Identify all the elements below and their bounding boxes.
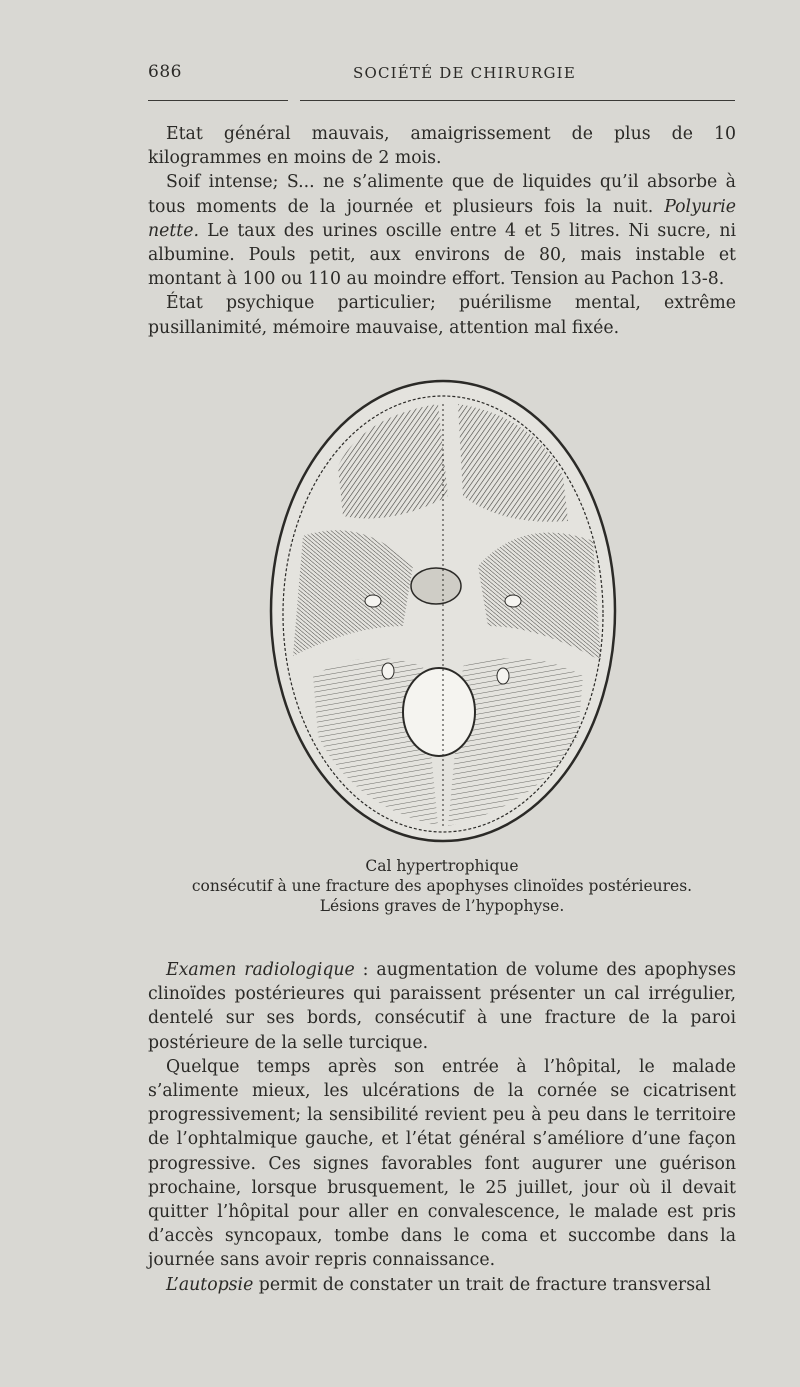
paragraph-thirst-part2: Le taux des urines oscille entre 4 et 5 litres. Ni sucre, ni albumine. Pouls petit, aux environs de 80, mais instable et montant à 100 ou 110 au moindre effort. Tension au Pachon 13-8. [148, 220, 736, 290]
paragraph-thirst [148, 170, 736, 291]
autopsy-heading: L’autopsie [166, 1274, 254, 1295]
paragraph-psychic-state: État psychique particulier; puérilisme mental, extrême pusillanimité, mémoire mauvaise, attention mal fixée. [148, 293, 736, 338]
journal-title: SOCIÉTÉ DE CHIRURGIE [353, 64, 576, 82]
paragraph-thirst-part1: Soif intense; S... ne s’alimente que de liquides qu’il absorbe à tous moments de la journée et plusieurs fois la nuit. [148, 172, 736, 217]
caption-line-3: Lésions graves de l’hypophyse. [319, 897, 565, 915]
body-text-bottom [148, 958, 736, 1297]
page-number: 686 [148, 62, 182, 82]
skull-base-illustration [263, 376, 618, 846]
body-text-top [148, 122, 736, 340]
paragraph-general-state: Etat général mauvais, amaigrissement de plus de 10 kilogrammes en moins de 2 mois. [148, 124, 736, 169]
paragraph-radiology: Examen radiologique : augmentation de volume des apophyses clinoïdes postérieures qui paraissent présenter un cal irrégulier, dentelé sur ses bords, consécutif à une fracture de la paroi postérieure de la selle turcique. [148, 960, 736, 1053]
paragraph-progress: Quelque temps après son entrée à l’hôpital, le malade s’alimente mieux, les ulcérations de la cornée se cicatrisent progressivement; la sensibilité revient peu à peu dans le territoire de l’ophtalmique gauche, et l’état général s’améliore d’une façon progressive. Ces signes favorables font augurer une guérison prochaine, lorsque brusquement, le 25 juillet, jour où il devait quitter l’hôpital pour aller en convalescence, le malade est pris d’accès syncopaux, tombe dans le coma et succombe dans la journée sans avoir repris connaissance. [148, 1056, 736, 1271]
radiology-heading: Examen radiologique [166, 960, 355, 980]
header-rule-short [148, 100, 288, 101]
header-rule-long [300, 100, 735, 101]
caption-line-1: Cal hypertrophique [365, 857, 519, 875]
figure-caption [148, 856, 736, 916]
caption-line-2: consécutif à une fracture des apophyses clinoïdes postérieures. [191, 877, 693, 895]
running-head [148, 62, 736, 86]
polyuria-emphasis: Polyurie nette. [148, 196, 736, 241]
paragraph-autopsy: L’autopsie permit de constater un trait de fracture transversal [166, 1274, 711, 1295]
